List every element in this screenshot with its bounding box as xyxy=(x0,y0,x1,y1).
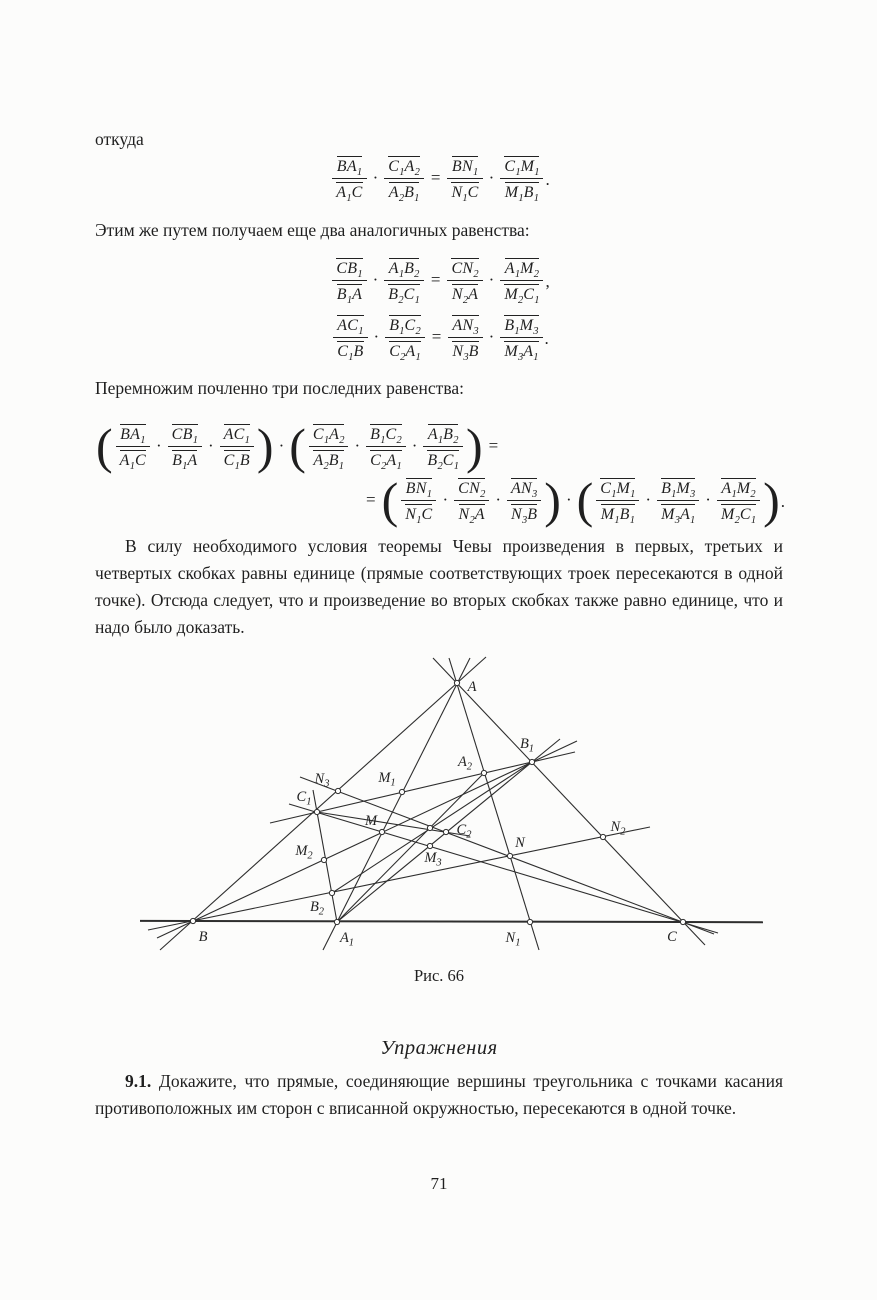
exercise-text: Докажите, что прямые, соединяющие вершины треугольника с точками касания противоположных им сторон с вписанной окружностью, пересекаются в одной точке. xyxy=(95,1071,783,1118)
figure-point-B xyxy=(190,918,195,923)
math-fraction: $\frac{A_1M_2}{M_2C_1}$ xyxy=(500,256,543,306)
math-fraction: $\frac{CB_1}{B_1A}$ xyxy=(168,422,202,472)
math-fraction: $\frac{B_1C_2}{C_2A_1}$ xyxy=(366,422,406,472)
figure-line xyxy=(337,773,484,922)
math-operator: · xyxy=(372,270,379,290)
figure-point-P xyxy=(427,825,432,830)
figure-point-M3 xyxy=(427,843,432,848)
figure-line xyxy=(433,658,705,945)
exercise-number: 9.1. xyxy=(125,1071,152,1091)
math-fraction: $\frac{B_1C_2}{C_2A_1}$ xyxy=(385,313,425,363)
figure-point-A xyxy=(454,680,459,685)
math-fraction: $\frac{CN_2}{N_2A}$ xyxy=(447,256,482,306)
figure-point-C2 xyxy=(443,829,448,834)
figure-label-B1: $B_1$ xyxy=(519,736,535,755)
math-fraction: $\frac{CB_1}{B_1A}$ xyxy=(332,256,366,306)
figure-label-A1: $A_1$ xyxy=(339,930,355,949)
math-operator: · xyxy=(278,436,285,456)
math-operator: · xyxy=(565,490,572,510)
figure-label-B2: $B_2$ xyxy=(309,899,325,918)
figure-line xyxy=(449,658,539,950)
math-operator: · xyxy=(442,490,449,510)
figure-label-C2: $C_2$ xyxy=(456,822,472,841)
figure-point-N xyxy=(507,853,512,858)
figure-point-N3 xyxy=(335,788,340,793)
figure-point-B1 xyxy=(529,759,534,764)
exercise-9-1 xyxy=(95,1068,783,1122)
math-fraction: $\frac{AC_1}{C_1B}$ xyxy=(220,422,254,472)
figure-66 xyxy=(130,648,775,960)
math-fraction: $\frac{BN_1}{N_1C}$ xyxy=(447,154,482,204)
intro-word: откуда xyxy=(95,129,144,149)
paragraph-multiply-equalities: Перемножим почленно три последних равенства: xyxy=(95,378,464,398)
figure-label-N1: $N_1$ xyxy=(505,930,521,949)
math-operator: = xyxy=(430,168,441,188)
math-fraction: $\frac{B_1M_3}{M_3A_1}$ xyxy=(657,476,699,526)
equation-1 xyxy=(95,148,785,208)
figure-label-M1: $M_1$ xyxy=(378,770,396,789)
math-operator: · xyxy=(488,327,495,347)
figure-label-N2: $N_2$ xyxy=(610,819,626,838)
equation-4-line-2: = ( $\frac{BN_1}{N_1C}$ · $\frac{CN_2}{N_2A}$ · $\frac{AN_3}{N_3B}$ ) · ( $\frac{C_1M_1}{M_1B_1}$ · $\frac{B_1M_3}{M_3A_1}$ · $\frac{A_1M_2}{M_2C_1}$ ). xyxy=(365,472,785,529)
paragraph-two-more-equalities: Этим же путем получаем еще два аналогичных равенства: xyxy=(95,220,530,240)
figure-point-M1 xyxy=(399,789,404,794)
math-fraction: $\frac{A_1M_2}{M_2C_1}$ xyxy=(717,476,760,526)
math-operator: · xyxy=(373,327,380,347)
math-fraction: $\frac{AN_3}{N_3B}$ xyxy=(507,476,541,526)
math-fraction: $\frac{BA_1}{A_1C}$ xyxy=(332,154,366,204)
figure-label-B: B xyxy=(198,929,208,945)
figure-point-A1 xyxy=(334,919,339,924)
figure-line xyxy=(289,804,718,933)
figure-point-M xyxy=(379,829,384,834)
equation-2 xyxy=(95,250,785,310)
math-fraction: $\frac{AN_3}{N_3B}$ xyxy=(448,313,482,363)
math-punctuation: . xyxy=(780,492,785,512)
math-operator: · xyxy=(495,490,501,510)
math-operator: · xyxy=(488,168,495,188)
figure-point-C xyxy=(680,919,685,924)
math-operator: · xyxy=(207,436,214,456)
math-fraction: $\frac{C_1A_2}{A_2B_1}$ xyxy=(309,422,349,472)
math-punctuation: . xyxy=(544,329,549,349)
math-fraction: $\frac{C_1M_1}{M_1B_1}$ xyxy=(500,154,543,204)
equation-4-line-1: ( $\frac{BA_1}{A_1C}$ · $\frac{CB_1}{B_1A}$ · $\frac{AC_1}{C_1B}$ ) · ( $\frac{C_1A_2}{A_2B_1}$ · $\frac{B_1C_2}{C_2A_1}$ · $\frac{A_1B_2}{B_2C_1}$ ) = xyxy=(96,418,499,475)
math-fraction: $\frac{CN_2}{N_2A}$ xyxy=(454,476,489,526)
figure-point-N2 xyxy=(600,834,605,839)
math-operator: · xyxy=(354,436,361,456)
math-fraction: $\frac{AC_1}{C_1B}$ xyxy=(333,313,367,363)
math-punctuation: . xyxy=(545,170,550,190)
math-fraction: $\frac{BN_1}{N_1C}$ xyxy=(401,476,436,526)
figure-caption: Рис. 66 xyxy=(413,966,465,985)
figure-line xyxy=(157,741,577,938)
math-fraction: $\frac{C_1M_1}{M_1B_1}$ xyxy=(596,476,639,526)
page-number: 71 xyxy=(430,1174,448,1193)
figure-line xyxy=(323,658,470,950)
figure-line xyxy=(140,921,763,922)
figure-point-A2 xyxy=(481,770,486,775)
math-operator: · xyxy=(488,270,495,290)
math-fraction: $\frac{C_1A_2}{A_2B_1}$ xyxy=(384,154,424,204)
figure-label-M3: $M_3$ xyxy=(424,850,442,869)
math-fraction: $\frac{BA_1}{A_1C}$ xyxy=(116,422,150,472)
math-fraction: $\frac{A_1B_2}{B_2C_1}$ xyxy=(384,256,424,306)
math-operator: · xyxy=(705,490,711,510)
figure-point-N1 xyxy=(527,919,532,924)
math-operator: · xyxy=(645,490,652,510)
math-punctuation: , xyxy=(545,272,550,292)
math-operator: = xyxy=(488,436,499,456)
math-operator: = xyxy=(431,327,442,347)
figure-point-M2 xyxy=(321,857,326,862)
figure-label-N3: $N_3$ xyxy=(314,771,330,790)
math-operator: · xyxy=(411,436,418,456)
paragraph-conclusion: В силу необходимого условия теоремы Чевы произведения в первых, третьих и четвертых скобках равны единице (прямые соответствующих троек пересекаются в одной точке). Отсюда следует, что и произведение во вторых скобках также равно единице, что и надо было доказать. xyxy=(95,536,783,637)
figure-label-M: M xyxy=(364,813,378,829)
equation-3 xyxy=(95,307,785,367)
figure-label-A: A xyxy=(467,679,477,695)
math-fraction: $\frac{A_1B_2}{B_2C_1}$ xyxy=(423,422,463,472)
math-fraction: $\frac{B_1M_3}{M_3A_1}$ xyxy=(500,313,542,363)
math-operator: = xyxy=(430,270,441,290)
exercises-title: Упражнения xyxy=(380,1037,498,1059)
figure-label-C1: $C_1$ xyxy=(296,789,312,808)
figure-label-N: N xyxy=(515,835,525,851)
figure-label-A2: $A_2$ xyxy=(457,754,473,773)
figure-point-C1 xyxy=(314,809,319,814)
math-operator: · xyxy=(372,168,379,188)
math-operator: · xyxy=(155,436,162,456)
figure-label-M2: $M_2$ xyxy=(295,843,313,862)
figure-line xyxy=(148,827,650,930)
math-operator: = xyxy=(365,490,376,510)
figure-label-C: C xyxy=(667,929,677,945)
figure-point-B2 xyxy=(329,890,334,895)
